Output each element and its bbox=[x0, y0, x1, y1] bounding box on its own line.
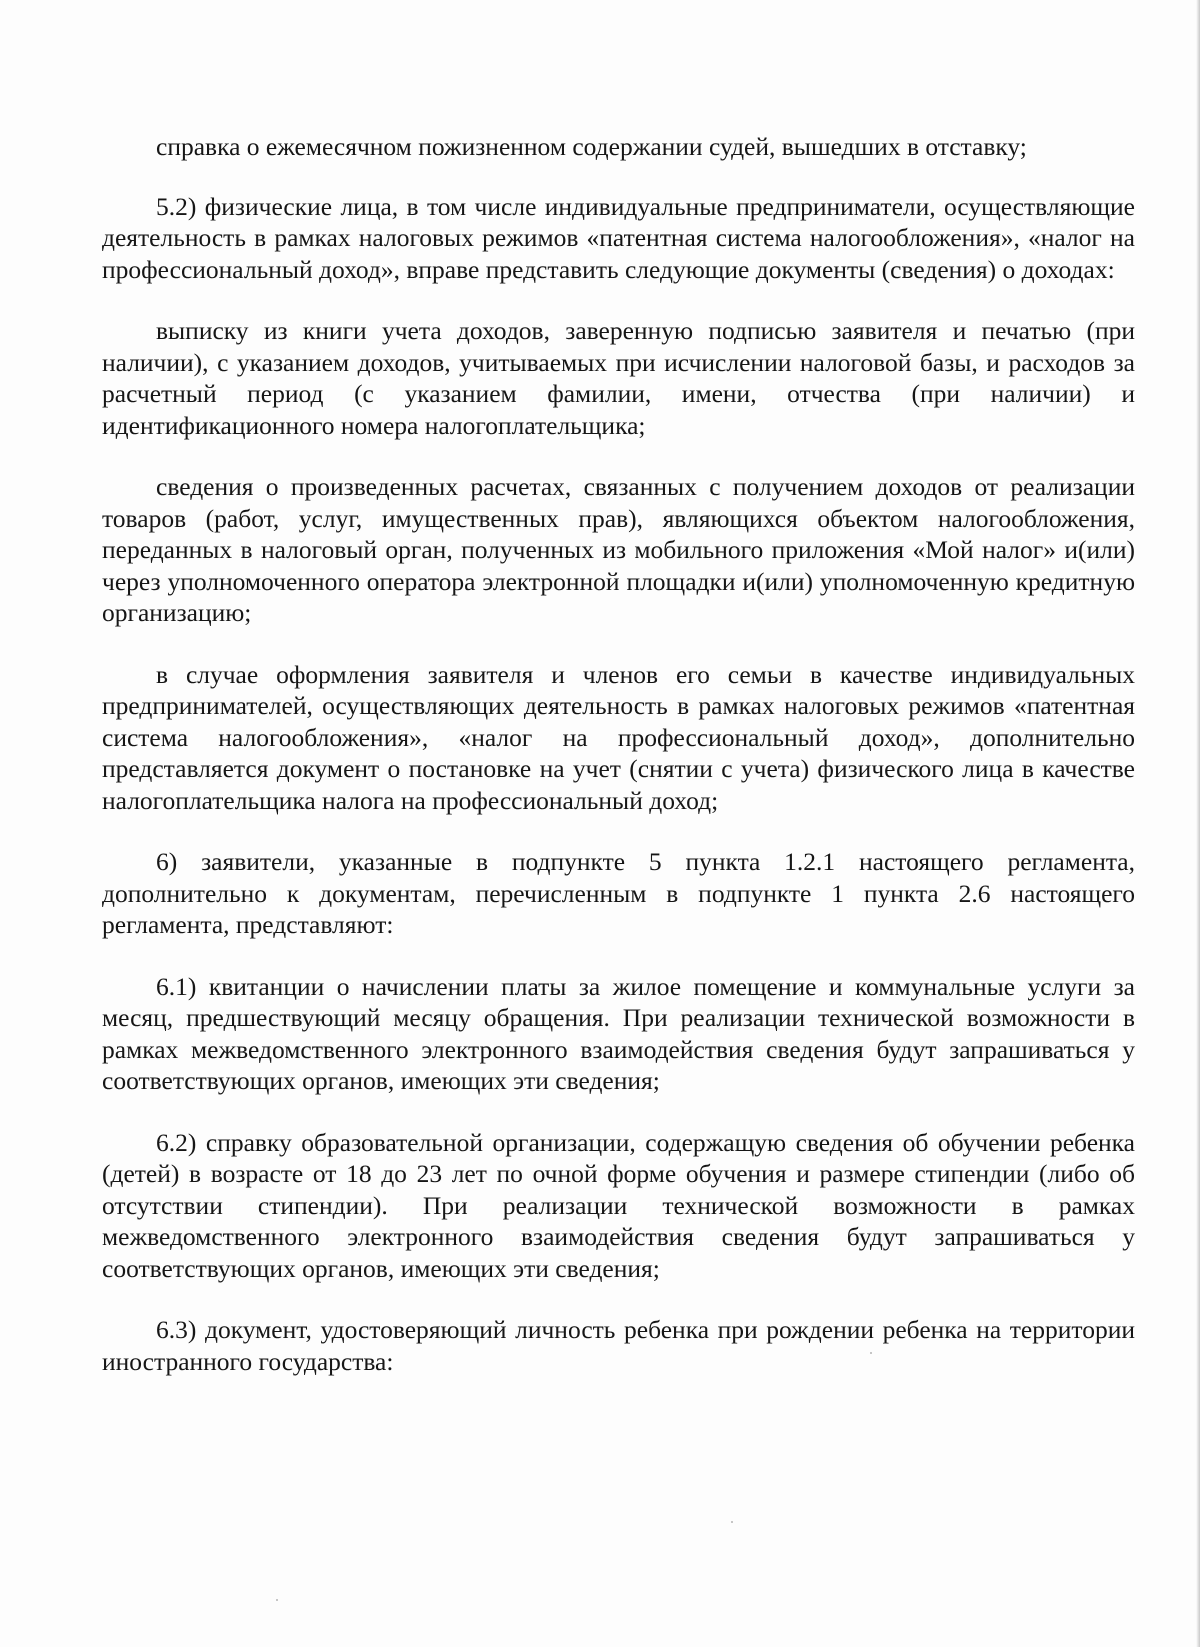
paragraph-6-2: 6.2) справку образовательной организации, содержащую сведения об обучении ребенка (детей) в возрасте от 18 до 23 лет по очной форме обучения и размере стипендии (либо об отсутствии стипендии). При реализации технической возможности в рамках межведомственного электронного взаимодействия сведения будут запрашиваться у соответствующих органов, имеющих эти сведения; bbox=[102, 1127, 1135, 1283]
paragraph-income-book-extract: выписку из книги учета доходов, заверенную подписью заявителя и печатью (при наличии), с указанием доходов, учитываемых при исчислении налоговой базы, и расходов за расчетный период (с указанием фамилии, имени, отчества (при наличии) и идентификационного номера налогоплательщика; bbox=[102, 316, 1135, 440]
page-edge bbox=[1196, 0, 1200, 1647]
paragraph-5-2: 5.2) физические лица, в том числе индивидуальные предприниматели, осуществляющие деятельность в рамках налоговых режимов «патентная система налогообложения», «налог на профессиональный доход», вправе представить следующие документы (сведения) о доходах: bbox=[102, 191, 1135, 284]
document-body bbox=[102, 131, 1135, 1407]
scan-speck bbox=[276, 1599, 278, 1601]
paragraph-settlements-info: сведения о произведенных расчетах, связанных с получением доходов от реализации товаров (работ, услуг, имущественных прав), являющихся объектом налогообложения, переданных в налоговый орган, полученных из мобильного приложения «Мой налог» и(или) через уполномоченного оператора электронной площадки и(или) уполномоченную кредитную организацию; bbox=[102, 472, 1135, 627]
paragraph-judges-pension: справка о ежемесячном пожизненном содержании судей, вышедших в отставку; bbox=[156, 132, 1027, 161]
paragraph-6: 6) заявители, указанные в подпункте 5 пункта 1.2.1 настоящего регламента, дополнительно к документам, перечисленным в подпункте 1 пункта 2.6 настоящего регламента, представляют: bbox=[102, 847, 1135, 939]
paragraph-entrepreneur-registration: в случае оформления заявителя и членов его семьи в качестве индивидуальных предпринимателей, осуществляющих деятельность в рамках налоговых режимов «патентная система налогообложения», «налог на профессиональный доход», дополнительно представляется документ о постановке на учет (снятии с учета) физического лица в качестве налогоплательщика налога на профессиональный доход; bbox=[102, 659, 1135, 815]
scan-speck bbox=[731, 1521, 733, 1523]
scan-speck bbox=[870, 1352, 872, 1354]
paragraph-6-1: 6.1) квитанции о начислении платы за жилое помещение и коммунальные услуги за месяц, предшествующий месяцу обращения. При реализации технической возможности в рамках межведомственного электронного взаимодействия сведения будут запрашиваться у соответствующих органов, имеющих эти сведения; bbox=[102, 971, 1135, 1095]
paragraph-6-3: 6.3) документ, удостоверяющий личность ребенка при рождении ребенка на территории иностранного государства: bbox=[102, 1315, 1135, 1376]
